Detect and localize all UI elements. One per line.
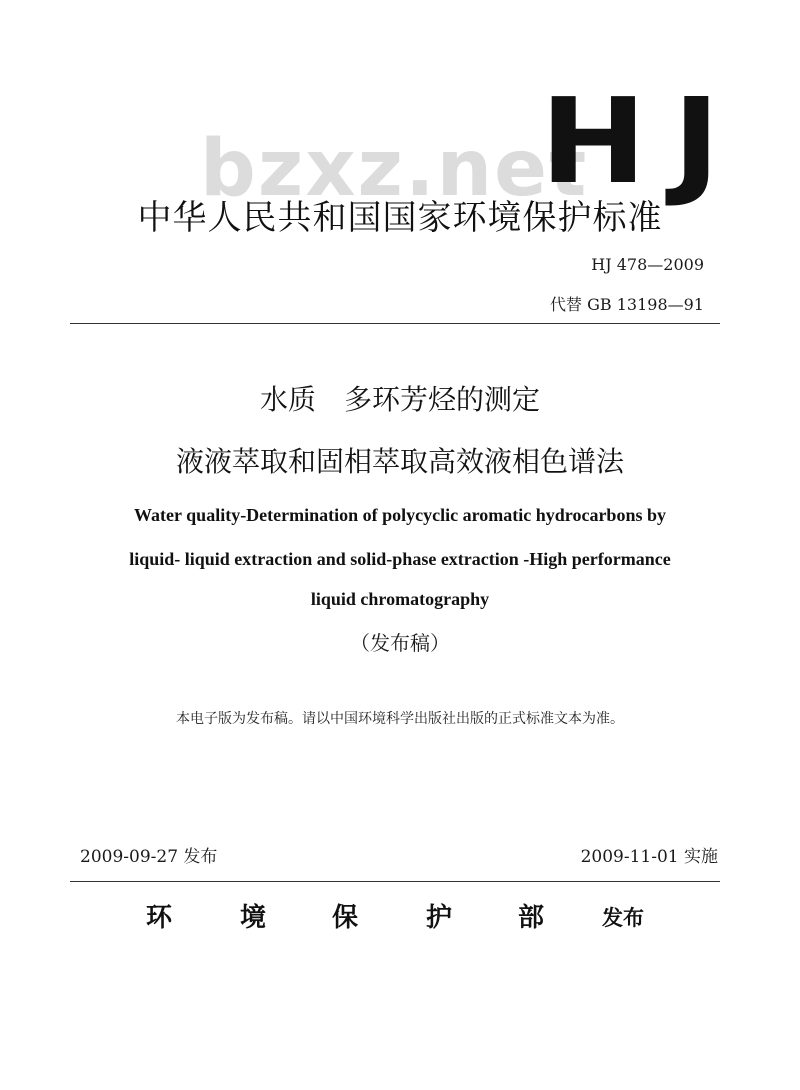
issue-date: 2009-09-27 发布 [80, 847, 218, 867]
bottom-divider [70, 881, 720, 882]
notice-text: 本电子版为发布稿。请以中国环境科学出版社出版的正式标准文本为准。 [176, 711, 624, 727]
title-line-1: 水质 多环芳烃的测定 [259, 383, 540, 416]
title-line-2: 液液萃取和固相萃取高效液相色谱法 [175, 445, 624, 478]
issuer-char: 部 [518, 903, 545, 933]
replaces-standard: 代替 GB 13198—91 [550, 295, 704, 314]
english-title-line-1: Water quality-Determination of polycyclic aromatic hydrocarbons by [134, 505, 666, 525]
issuer-suffix: 发布 [602, 905, 644, 930]
implementation-date: 2009-11-01 实施 [580, 847, 718, 867]
issuer-char: 保 [332, 903, 359, 933]
draft-label: （发布稿） [350, 631, 450, 655]
hj-logo: HJ [540, 72, 746, 210]
standard-code: HJ 478—2009 [591, 255, 704, 274]
english-title-line-2: liquid- liquid extraction and solid-phase extraction -High performance [129, 549, 671, 569]
issuer-char: 护 [426, 903, 453, 933]
english-title-line-3: liquid chromatography [310, 589, 490, 609]
issuer-char: 境 [240, 903, 267, 933]
organization-title: 中华人民共和国国家环境保护标准 [137, 198, 663, 238]
top-divider [70, 323, 720, 324]
watermark: bzxz.net [200, 124, 589, 214]
issuer-char: 环 [146, 903, 173, 933]
